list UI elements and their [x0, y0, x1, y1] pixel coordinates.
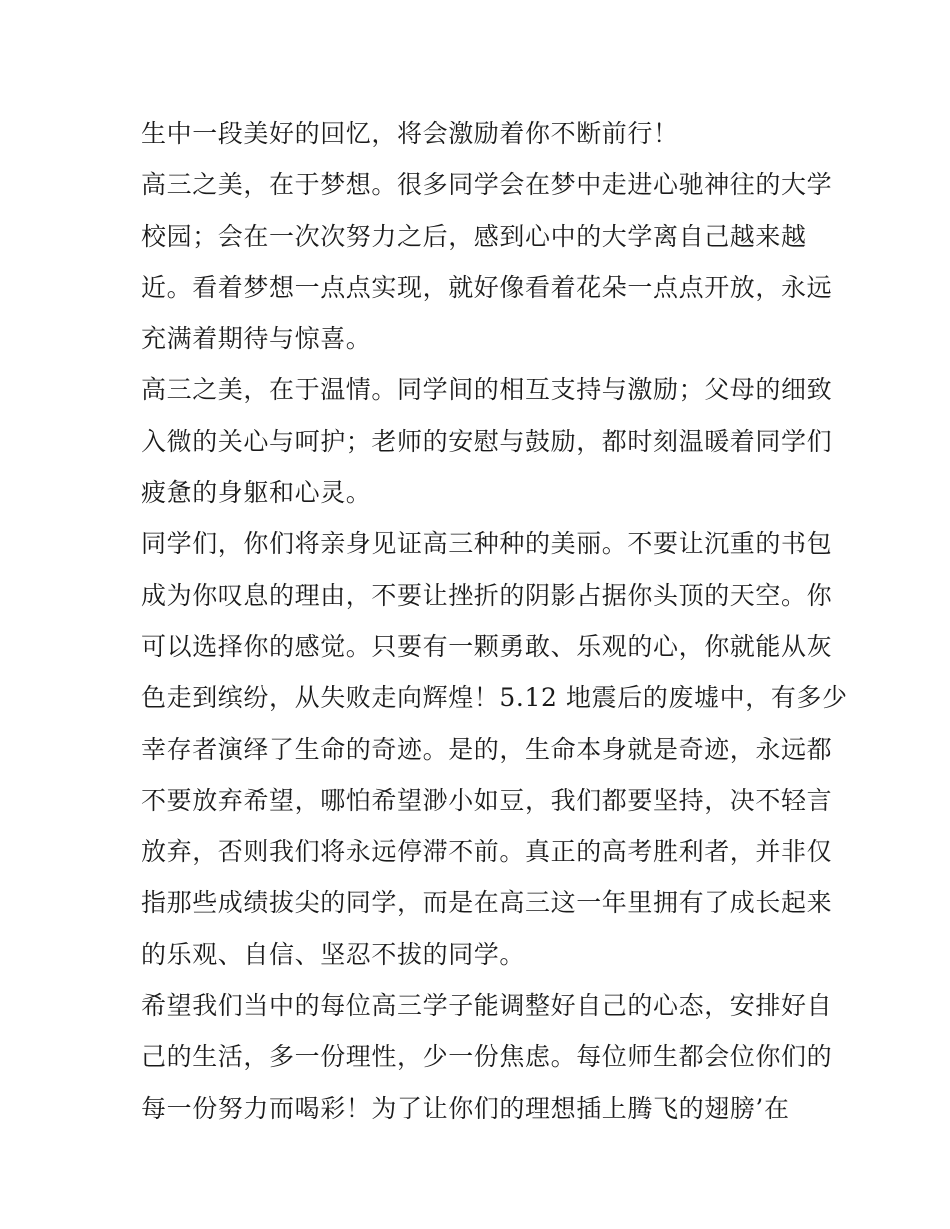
text-line: 幸存者演绎了生命的奇迹。是的，生命本身就是奇迹，永远都	[141, 734, 833, 764]
text-line: 每一份努力而喝彩！为了让你们的理想插上腾飞的翅膀’在	[141, 1093, 790, 1123]
text-line: 可以选择你的感觉。只要有一颗勇敢、乐观的心，你就能从灰	[141, 631, 833, 661]
text-line: 放弃，否则我们将永远停滞不前。真正的高考胜利者，并非仅	[141, 837, 833, 867]
text-line: 成为你叹息的理由，不要让挫折的阴影占据你头顶的天空。你	[141, 580, 833, 610]
text-line: 入微的关心与呵护；老师的安慰与鼓励，都时刻温暖着同学们	[141, 426, 833, 456]
text-line: 疲惫的身躯和心灵。	[141, 478, 372, 508]
body-text	[141, 108, 848, 1134]
text-line: 的乐观、自信、坚忍不拔的同学。	[141, 939, 526, 969]
text-line: 不要放弃希望，哪怕希望渺小如豆，我们都要坚持，决不轻言	[141, 785, 833, 815]
text-line: 近。看着梦想一点点实现，就好像看着花朵一点点开放，永远	[141, 272, 833, 302]
text-line: 同学们，你们将亲身见证高三种种的美丽。不要让沉重的书包	[141, 529, 833, 559]
text-line: 高三之美，在于梦想。很多同学会在梦中走进心驰神往的大学	[141, 170, 833, 200]
text-line: 色走到缤纷，从失败走向辉煌！5.12 地震后的废墟中，有多少	[141, 683, 848, 713]
text-line: 希望我们当中的每位高三学子能调整好自己的心态，安排好自	[141, 991, 833, 1021]
text-line: 指那些成绩拔尖的同学，而是在高三这一年里拥有了成长起来	[141, 888, 833, 918]
text-line: 高三之美，在于温情。同学间的相互支持与激励；父母的细致	[141, 375, 833, 405]
text-line: 己的生活，多一份理性，少一份焦虑。每位师生都会位你们的	[141, 1042, 833, 1072]
text-line: 校园；会在一次次努力之后，感到心中的大学离自己越来越	[141, 221, 807, 251]
text-line: 充满着期待与惊喜。	[141, 324, 372, 354]
text-line: 生中一段美好的回忆，将会激励着你不断前行！	[141, 119, 679, 148]
